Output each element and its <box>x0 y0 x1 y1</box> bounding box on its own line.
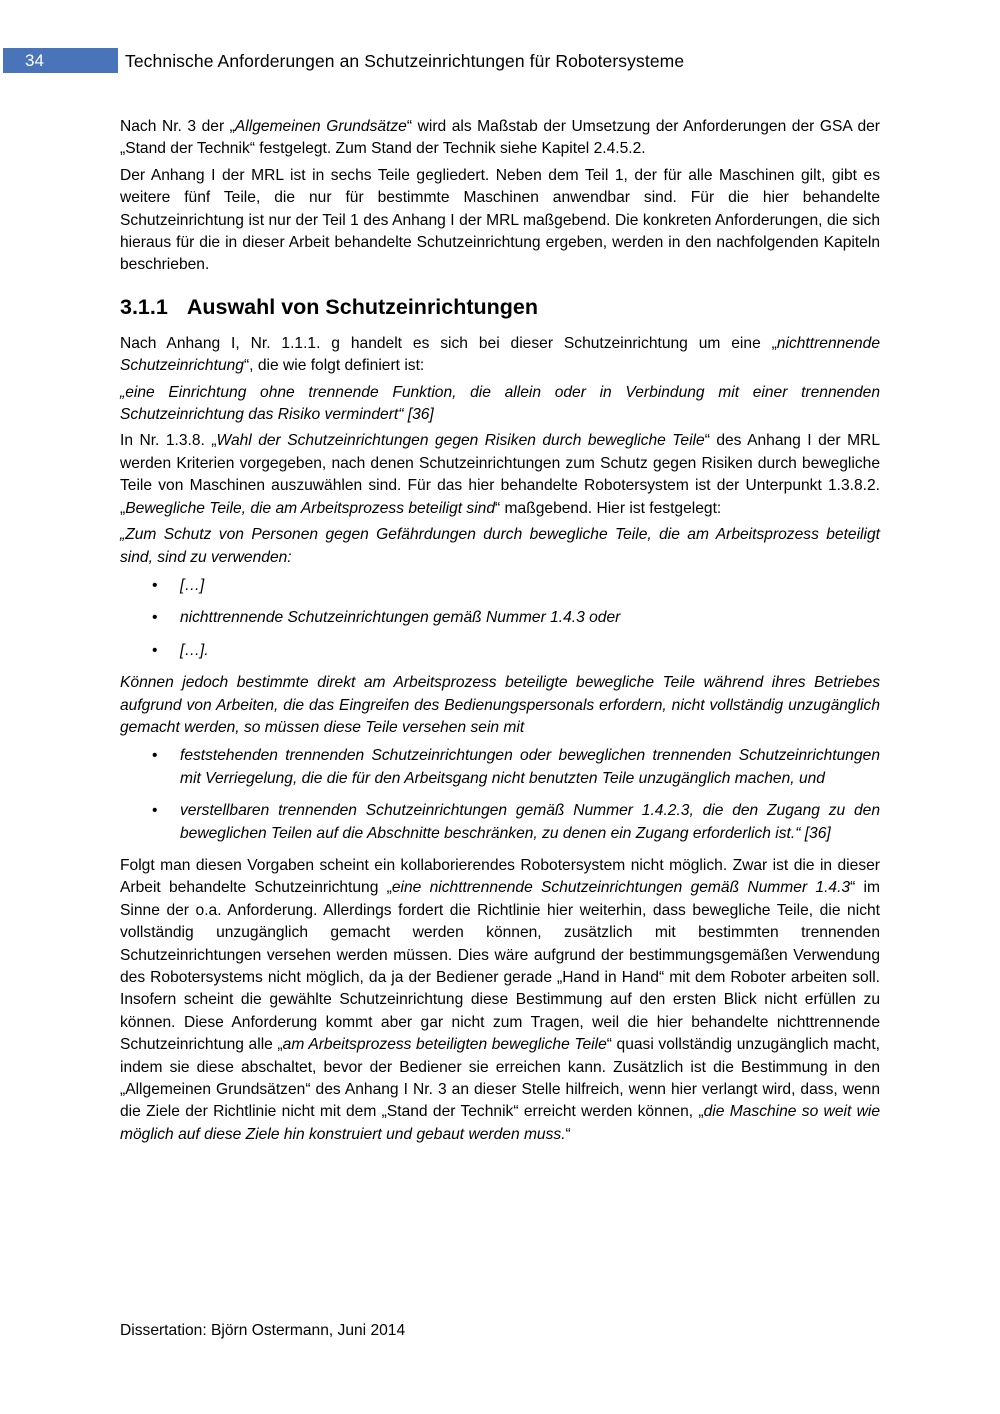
page-number-badge <box>3 48 118 73</box>
footer-dissertation-note: Dissertation: Björn Ostermann, Juni 2014 <box>120 1322 406 1339</box>
quote-zum-schutz: „Zum Schutz von Personen gegen Gefährdungen durch bewegliche Teile, die am Arbeitsprozess beteiligt sind, sind zu verwenden: <box>120 526 880 566</box>
running-header-title: Technische Anforderungen an Schutzeinrichtungen für Robotersysteme <box>125 51 685 71</box>
paragraph-intro-gsa: Nach Nr. 3 der „Allgemeinen Grundsätze“ wird als Maßstab der Umsetzung der Anforderungen der GSA der „Stand der Technik“ festgelegt. Zum Stand der Technik siehe Kapitel 2.4.5.2. <box>120 118 881 158</box>
bullet-icon: • <box>152 802 158 820</box>
bullet-icon: • <box>152 576 158 594</box>
bullet-list-1 <box>120 575 880 662</box>
list-item <box>120 640 880 662</box>
list-item <box>120 607 880 629</box>
page-body <box>120 116 880 1150</box>
list-item-text: verstellbaren trennenden Schutzeinrichtungen gemäß Nummer 1.4.2.3, die den Zugang zu den beweglichen Teilen auf die Abschnitte beschränken, zu denen ein Zugang erforderlich ist.“ [36] <box>180 802 880 842</box>
list-item <box>120 575 880 597</box>
list-item <box>120 745 880 790</box>
list-item-text: […] <box>180 576 205 594</box>
bullet-icon: • <box>152 747 158 765</box>
section-heading-number: 3.1.1 <box>120 294 168 319</box>
page-number: 34 <box>25 50 44 70</box>
paragraph-conclusion: Folgt man diesen Vorgaben scheint ein kollaborierendes Robotersystem nicht möglich. Zwar ist die in dieser Arbeit behandelte Schutzeinrichtung „eine nichttrennende Schutzeinrichtungen gemäß Nummer 1.4.3“ im Sinne der o.a. Anforderung. Allerdings fordert die Richtlinie hier weiterhin, dass bewegliche Teile, die nicht vollständig unzugänglich gemacht werden können, zusätzlich mit bestimmten trennenden Schutzeinrichtungen versehen werden müssen. Dies wäre aufgrund der bestimmungsgemäßen Verwendung des Robotersystems nicht möglich, da ja der Bediener gerade „Hand in Hand“ mit dem Roboter arbeiten soll. Insofern scheint die gewählte Schutzeinrichtung diese Bestimmung auf den ersten Blick nicht erfüllen zu können. Diese Anforderung kommt aber gar nicht zum Tragen, weil die hier behandelte nichttrennende Schutzeinrichtung alle „am Arbeitsprozess beteiligten bewegliche Teile“ quasi vollständig unzugänglich macht, indem sie diese abschaltet, bevor der Bediener sie erreichen kann. Zusätzlich ist die Bestimmung in den „Allgemeinen Grundsätzen“ des Anhang I Nr. 3 an dieser Stelle hilfreich, wenn hier verlangt wird, dass, wenn die Ziele der Richtlinie nicht mit dem „Stand der Technik“ erreicht werden können, „die Maschine so weit wie möglich auf diese Ziele hin konstruiert und gebaut werden muss.“ <box>120 856 881 1143</box>
bullet-icon: • <box>152 609 158 627</box>
bullet-icon: • <box>152 641 158 659</box>
quote-definition: „eine Einrichtung ohne trennende Funktion, die allein oder in Verbindung mit einer trennenden Schutzeinrichtung das Risiko vermindert“ [36] <box>120 383 880 424</box>
section-heading-title: Auswahl von Schutzeinrichtungen <box>186 294 539 319</box>
list-item-text: feststehenden trennenden Schutzeinrichtungen oder beweglichen trennenden Schutzeinrichtungen mit Verriegelung, die die für den Arbeitsgang nicht benutzten Teile unzugänglich machen, und <box>180 747 880 787</box>
list-item-text: […]. <box>180 641 209 659</box>
paragraph-definition-intro: Nach Anhang I, Nr. 1.1.1. g handelt es sich bei dieser Schutzeinrichtung um eine „nichttrennende Schutzeinrichtung“, die wie folgt definiert ist: <box>120 334 880 375</box>
paragraph-nr138: In Nr. 1.3.8. „Wahl der Schutzeinrichtungen gegen Risiken durch bewegliche Teile“ des Anhang I der MRL werden Kriterien vorgegeben, nach denen Schutzeinrichtungen zum Schutz gegen Risiken durch bewegliche Teile von Maschinen auszuwählen sind. Für das hier behandelte Robotersystem ist der Unterpunkt 1.3.8.2. „Bewegliche Teile, die am Arbeitsprozess beteiligt sind“ maßgebend. Hier ist festgelegt: <box>120 432 880 517</box>
bullet-list-2 <box>120 745 880 845</box>
quote-koennen-jedoch: Können jedoch bestimmte direkt am Arbeitsprozess beteiligte bewegliche Teile während ihres Betriebes aufgrund von Arbeiten, die das Eingreifen des Bedienungspersonals erfordern, nicht vollständig unzugänglich gemacht werden, so müssen diese Teile versehen sein mit <box>120 674 880 736</box>
paragraph-anhang-structure: Der Anhang I der MRL ist in sechs Teile gegliedert. Neben dem Teil 1, der für alle Maschinen gilt, gibt es weitere fünf Teile, die nur für bestimmte Maschinen anwendbar sind. Für die hier behandelte Schutzeinrichtung ist nur der Teil 1 des Anhang I der MRL maßgebend. Die konkreten Anforderungen, die sich hieraus für die in dieser Arbeit behandelte Schutzeinrichtung ergeben, werden in den nachfolgenden Kapiteln beschrieben. <box>120 166 880 274</box>
list-item <box>120 800 880 845</box>
section-heading <box>120 294 880 320</box>
list-item-text: nichttrennende Schutzeinrichtungen gemäß Nummer 1.4.3 oder <box>180 609 621 627</box>
